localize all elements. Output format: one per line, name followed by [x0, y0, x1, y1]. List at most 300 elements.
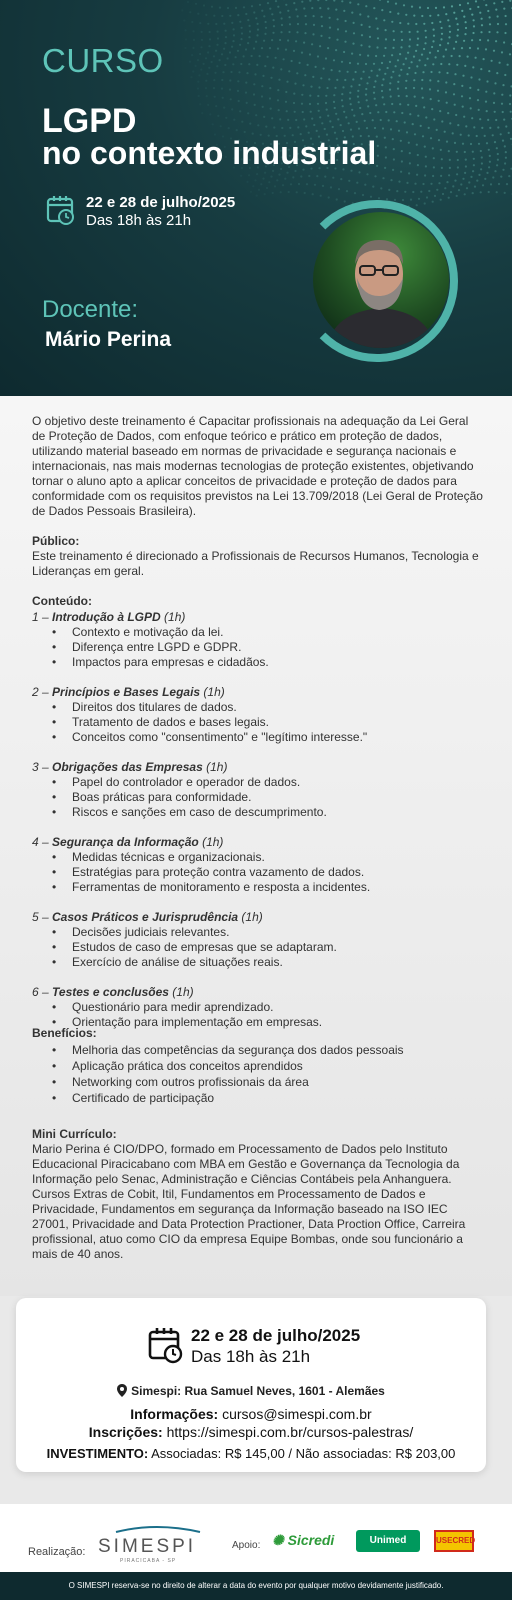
pattern-dot	[499, 62, 501, 64]
pattern-dot	[438, 71, 440, 73]
pattern-dot	[342, 86, 344, 88]
pattern-dot	[351, 12, 353, 14]
pattern-dot	[325, 102, 327, 104]
pattern-dot	[317, 0, 319, 1]
module-duration: (1h)	[160, 610, 186, 624]
pattern-dot	[305, 15, 307, 17]
pattern-dot	[303, 42, 305, 44]
pattern-dot	[417, 164, 419, 166]
pattern-dot	[332, 126, 334, 128]
pattern-dot	[305, 23, 307, 25]
pattern-dot	[416, 44, 418, 46]
pattern-dot	[494, 170, 496, 172]
pattern-dot	[443, 55, 445, 57]
pattern-dot	[369, 26, 371, 28]
pattern-dot	[399, 53, 401, 55]
pattern-dot	[381, 62, 383, 64]
benefit-item: • Aplicação prática dos conceitos aprendidos	[32, 1058, 484, 1074]
pattern-dot	[264, 33, 266, 35]
pattern-dot	[367, 55, 369, 57]
pattern-dot	[398, 130, 400, 132]
pattern-dot	[336, 198, 338, 200]
pattern-dot	[496, 164, 498, 166]
pattern-dot	[256, 173, 258, 175]
pattern-dot	[417, 154, 419, 156]
pattern-dot	[416, 144, 418, 146]
pattern-dot	[200, 46, 202, 48]
pattern-dot	[406, 182, 408, 184]
pattern-dot	[438, 182, 440, 184]
pattern-dot	[249, 123, 251, 125]
pattern-dot	[473, 19, 475, 21]
pattern-dot	[270, 108, 272, 110]
resume-heading: Mini Currículo:	[32, 1127, 117, 1141]
pattern-dot	[214, 72, 216, 74]
pattern-dot	[357, 90, 359, 92]
module-item: • Boas práticas para conformidade.	[32, 790, 484, 805]
pattern-dot	[374, 80, 376, 82]
module-title: Testes e conclusões	[52, 985, 169, 999]
pattern-dot	[460, 183, 462, 185]
pattern-dot	[385, 146, 387, 148]
pattern-dot	[422, 71, 424, 73]
pattern-dot	[314, 184, 316, 186]
pattern-dot	[486, 142, 488, 144]
pattern-dot	[337, 18, 339, 20]
pattern-dot	[404, 191, 406, 193]
module-title: Obrigações das Empresas	[52, 760, 203, 774]
pattern-dot	[201, 31, 203, 33]
pattern-dot	[320, 35, 322, 37]
pattern-dot	[377, 111, 379, 113]
pattern-dot	[421, 87, 423, 89]
pattern-dot	[298, 183, 300, 185]
pattern-dot	[318, 86, 320, 88]
pattern-dot	[461, 47, 463, 49]
pattern-dot	[353, 32, 355, 34]
pattern-dot	[408, 67, 410, 69]
pattern-dot	[307, 64, 309, 66]
pattern-dot	[494, 141, 496, 143]
pattern-dot	[373, 63, 375, 65]
module-number: 3 –	[32, 760, 53, 774]
pattern-dot	[501, 94, 503, 96]
pattern-dot	[398, 181, 400, 183]
pattern-dot	[492, 176, 494, 178]
pattern-dot	[507, 64, 509, 66]
pattern-dot	[278, 174, 280, 176]
pattern-dot	[289, 16, 291, 18]
pattern-dot	[480, 191, 482, 193]
pattern-dot	[357, 3, 359, 5]
pattern-dot	[407, 52, 409, 54]
pattern-dot	[181, 9, 183, 11]
pattern-dot	[382, 177, 384, 179]
event-info-card	[16, 1298, 486, 1472]
pattern-dot	[424, 174, 426, 176]
pattern-dot	[344, 41, 346, 43]
pattern-dot	[272, 67, 274, 69]
pattern-dot	[481, 162, 483, 164]
pattern-dot	[488, 191, 490, 193]
pattern-dot	[417, 115, 419, 117]
pattern-dot	[294, 111, 296, 113]
pattern-dot	[191, 54, 193, 56]
pattern-dot	[272, 192, 274, 194]
benefits-list	[32, 1042, 484, 1106]
pattern-dot	[368, 46, 370, 48]
pattern-dot	[476, 180, 478, 182]
module-duration: (1h)	[168, 985, 194, 999]
pattern-dot	[197, 87, 199, 89]
pattern-dot	[365, 94, 367, 96]
pattern-dot	[397, 13, 399, 15]
pattern-dot	[269, 8, 271, 10]
module-number: 4 –	[32, 835, 53, 849]
pattern-dot	[339, 70, 341, 72]
pattern-dot	[215, 105, 217, 107]
pattern-dot	[376, 165, 378, 167]
pattern-dot	[224, 42, 226, 44]
pattern-dot	[406, 131, 408, 133]
pattern-dot	[380, 119, 382, 121]
pattern-dot	[426, 196, 428, 198]
pattern-dot	[229, 89, 231, 91]
pattern-dot	[425, 116, 427, 118]
pattern-dot	[350, 103, 352, 105]
pattern-dot	[225, 117, 227, 119]
pattern-dot	[407, 23, 409, 25]
pattern-dot	[445, 49, 447, 51]
pattern-dot	[260, 183, 262, 185]
pattern-dot	[505, 125, 507, 127]
pattern-dot	[321, 16, 323, 18]
pattern-dot	[349, 62, 351, 64]
pattern-dot	[325, 0, 327, 1]
pattern-dot	[464, 151, 466, 153]
pattern-dot	[365, 88, 367, 90]
sponsors-footer	[0, 1504, 512, 1572]
pattern-dot	[473, 158, 475, 160]
pattern-dot	[373, 92, 375, 94]
registration-link[interactable]: https://simespi.com.br/cursos-palestras/	[162, 1424, 414, 1440]
pattern-dot	[494, 111, 496, 113]
pattern-dot	[207, 23, 209, 25]
pattern-dot	[489, 23, 491, 25]
pattern-dot	[495, 119, 497, 121]
pattern-dot	[257, 23, 259, 25]
pattern-dot	[323, 68, 325, 70]
pattern-dot	[505, 151, 507, 153]
pattern-dot	[457, 29, 459, 31]
pattern-dot	[470, 176, 472, 178]
pattern-dot	[213, 15, 215, 17]
pattern-dot	[412, 191, 414, 193]
module-item: • Questionário para medir aprendizado.	[32, 1000, 484, 1015]
pattern-dot	[245, 48, 247, 50]
pattern-dot	[287, 39, 289, 41]
pattern-dot	[192, 70, 194, 72]
pattern-dot	[216, 65, 218, 67]
pattern-dot	[362, 194, 364, 196]
pattern-dot	[473, 25, 475, 27]
usecred-logo: USECRED	[434, 1530, 474, 1552]
pattern-dot	[197, 81, 199, 83]
pattern-dot	[477, 99, 479, 101]
pattern-dot	[289, 127, 291, 129]
pattern-dot	[253, 93, 255, 95]
pattern-dot	[189, 11, 191, 13]
pattern-dot	[448, 36, 450, 38]
pattern-dot	[414, 183, 416, 185]
pattern-dot	[503, 41, 505, 43]
pattern-dot	[465, 21, 467, 23]
pattern-dot	[353, 22, 355, 24]
pattern-dot	[349, 92, 351, 94]
pattern-dot	[414, 96, 416, 98]
pattern-dot	[389, 11, 391, 13]
pattern-dot	[402, 199, 404, 201]
pattern-dot	[257, 124, 259, 126]
pattern-dot	[392, 71, 394, 73]
pattern-dot	[185, 38, 187, 40]
pattern-dot	[502, 140, 504, 142]
pattern-dot	[435, 7, 437, 9]
pattern-dot	[256, 195, 258, 197]
pattern-dot	[461, 85, 463, 87]
pattern-dot	[228, 127, 230, 129]
course-title-line2: no contexto industrial	[42, 135, 377, 171]
pattern-dot	[478, 78, 480, 80]
pattern-dot	[238, 71, 240, 73]
pattern-dot	[483, 58, 485, 60]
pattern-dot	[309, 53, 311, 55]
intro-paragraph: O objetivo deste treinamento é Capacitar profissionais na adequação da Lei Geral de Proteção de Dados, com enfoque teórico e prático em proteção de dados, utilizando material baseado em normas de privacidade e segurança nacionais e internacionais, nas mais modernas tecnologias de proteção existentes, objetivando tornar o aluno apto a aplicar conceitos de privacidade e proteção de dados para conformidade com os requisitos previstos na Lei 13.709/2018 (Lei Geral de Proteção de Dados Pessoais Brasileira).	[32, 414, 483, 518]
location-pin-icon	[117, 1384, 127, 1397]
pattern-dot	[486, 80, 488, 82]
pattern-dot	[251, 55, 253, 57]
pattern-dot	[301, 103, 303, 105]
pattern-dot	[199, 53, 201, 55]
pattern-dot	[245, 13, 247, 15]
pattern-dot	[340, 178, 342, 180]
pattern-dot	[275, 0, 277, 2]
pattern-dot	[429, 52, 431, 54]
pattern-dot	[462, 75, 464, 77]
pattern-dot	[446, 181, 448, 183]
pattern-dot	[246, 181, 248, 183]
pattern-dot	[379, 69, 381, 71]
pattern-dot	[205, 87, 207, 89]
pattern-dot	[466, 187, 468, 189]
module-number: 1 –	[32, 610, 53, 624]
pattern-dot	[481, 18, 483, 20]
pattern-dot	[477, 89, 479, 91]
pattern-dot	[359, 13, 361, 15]
hero-banner	[0, 0, 512, 396]
pattern-dot	[271, 13, 273, 15]
pattern-dot	[333, 101, 335, 103]
pattern-dot	[223, 107, 225, 109]
pattern-dot	[421, 79, 423, 81]
pattern-dot	[448, 197, 450, 199]
pattern-dot	[349, 98, 351, 100]
pattern-dot	[403, 4, 405, 6]
pattern-dot	[478, 143, 480, 145]
pattern-dot	[472, 170, 474, 172]
pattern-dot	[396, 190, 398, 192]
pattern-dot	[238, 100, 240, 102]
pattern-dot	[419, 6, 421, 8]
pattern-dot	[459, 55, 461, 57]
pattern-dot	[440, 199, 442, 201]
pattern-dot	[356, 121, 358, 123]
pattern-dot	[280, 68, 282, 70]
pattern-dot	[366, 99, 368, 101]
pattern-dot	[394, 199, 396, 201]
info-email[interactable]: cursos@simespi.com.br	[218, 1406, 372, 1422]
pattern-dot	[449, 31, 451, 33]
pattern-dot	[241, 27, 243, 29]
module-item: • Ferramentas de monitoramento e resposta a incidentes.	[32, 880, 484, 895]
module-item: • Medidas técnicas e organizacionais.	[32, 850, 484, 865]
pattern-dot	[313, 124, 315, 126]
disclaimer-bar: O SIMESPI reserva-se no direito de alterar a data do evento por qualquer motivo devidamente justificado.	[0, 1572, 512, 1600]
pattern-dot	[331, 69, 333, 71]
module-item: • Papel do controlador e operador de dados.	[32, 775, 484, 790]
pattern-dot	[392, 47, 394, 49]
pattern-dot	[397, 59, 399, 61]
pattern-dot	[337, 118, 339, 120]
pattern-dot	[200, 69, 202, 71]
pattern-dot	[411, 61, 413, 63]
location-text: Simespi: Rua Samuel Neves, 1601 - Alemães	[131, 1384, 385, 1398]
pattern-dot	[397, 88, 399, 90]
pattern-dot	[430, 98, 432, 100]
pattern-dot	[215, 23, 217, 25]
pattern-dot	[430, 183, 432, 185]
pattern-dot	[441, 158, 443, 160]
pattern-dot	[374, 127, 376, 129]
pattern-dot	[454, 73, 456, 75]
pattern-dot	[371, 70, 373, 72]
pattern-dot	[478, 174, 480, 176]
pattern-dot	[295, 40, 297, 42]
investment-label: INVESTIMENTO:	[46, 1446, 149, 1461]
pattern-dot	[294, 83, 296, 85]
pattern-dot	[364, 184, 366, 186]
module-title: Segurança da Informação	[52, 835, 199, 849]
pattern-dot	[271, 39, 273, 41]
registration	[16, 1424, 486, 1440]
pattern-dot	[464, 65, 466, 67]
pattern-dot	[213, 55, 215, 57]
pattern-dot	[235, 56, 237, 58]
pattern-dot	[220, 125, 222, 127]
pattern-dot	[313, 24, 315, 26]
pattern-dot	[472, 151, 474, 153]
pattern-dot	[279, 118, 281, 120]
pattern-dot	[344, 200, 346, 202]
pattern-dot	[243, 6, 245, 8]
pattern-dot	[273, 25, 275, 27]
pattern-dot	[248, 174, 250, 176]
pattern-dot	[454, 104, 456, 106]
pattern-dot	[376, 75, 378, 77]
pattern-dot	[292, 176, 294, 178]
pattern-dot	[464, 33, 466, 35]
pattern-dot	[505, 157, 507, 159]
pattern-dot	[509, 0, 511, 2]
pattern-dot	[360, 78, 362, 80]
pattern-dot	[206, 73, 208, 75]
pattern-dot	[476, 135, 478, 137]
pattern-dot	[411, 6, 413, 8]
pattern-dot	[381, 90, 383, 92]
pattern-dot	[485, 4, 487, 6]
pattern-dot	[391, 54, 393, 56]
pattern-dot	[270, 77, 272, 79]
course-title-line1: LGPD	[42, 102, 137, 140]
pattern-dot	[357, 96, 359, 98]
pattern-dot	[457, 23, 459, 25]
pattern-dot	[341, 61, 343, 63]
course-label: CURSO	[42, 42, 164, 79]
pattern-dot	[501, 103, 503, 105]
pattern-dot	[390, 95, 392, 97]
pattern-dot	[489, 127, 491, 129]
pattern-dot	[509, 103, 511, 105]
organizer-label: Realização:	[28, 1546, 86, 1558]
pattern-dot	[408, 45, 410, 47]
pattern-dot	[425, 156, 427, 158]
pattern-dot	[280, 191, 282, 193]
pattern-dot	[373, 86, 375, 88]
pattern-dot	[219, 59, 221, 61]
pattern-dot	[310, 86, 312, 88]
pattern-dot	[211, 6, 213, 8]
pattern-dot	[308, 132, 310, 134]
pattern-dot	[367, 105, 369, 107]
pattern-dot	[497, 126, 499, 128]
pattern-dot	[239, 110, 241, 112]
pattern-dot	[408, 172, 410, 174]
pattern-dot	[448, 174, 450, 176]
pattern-dot	[439, 21, 441, 23]
pattern-dot	[456, 64, 458, 66]
pattern-dot	[264, 65, 266, 67]
pattern-dot	[330, 186, 332, 188]
pattern-dot	[295, 119, 297, 121]
pattern-dot	[473, 126, 475, 128]
pattern-dot	[303, 7, 305, 9]
pattern-dot	[427, 58, 429, 60]
pattern-dot	[413, 15, 415, 17]
pattern-dot	[216, 44, 218, 46]
pattern-dot	[400, 69, 402, 71]
pattern-dot	[304, 192, 306, 194]
pattern-dot	[447, 19, 449, 21]
pattern-dot	[380, 187, 382, 189]
pattern-dot	[393, 39, 395, 41]
pattern-dot	[342, 105, 344, 107]
pattern-dot	[221, 88, 223, 90]
pattern-dot	[243, 55, 245, 57]
pattern-dot	[222, 97, 224, 99]
pattern-dot	[488, 149, 490, 151]
pattern-dot	[288, 70, 290, 72]
module-number: 5 –	[32, 910, 53, 924]
